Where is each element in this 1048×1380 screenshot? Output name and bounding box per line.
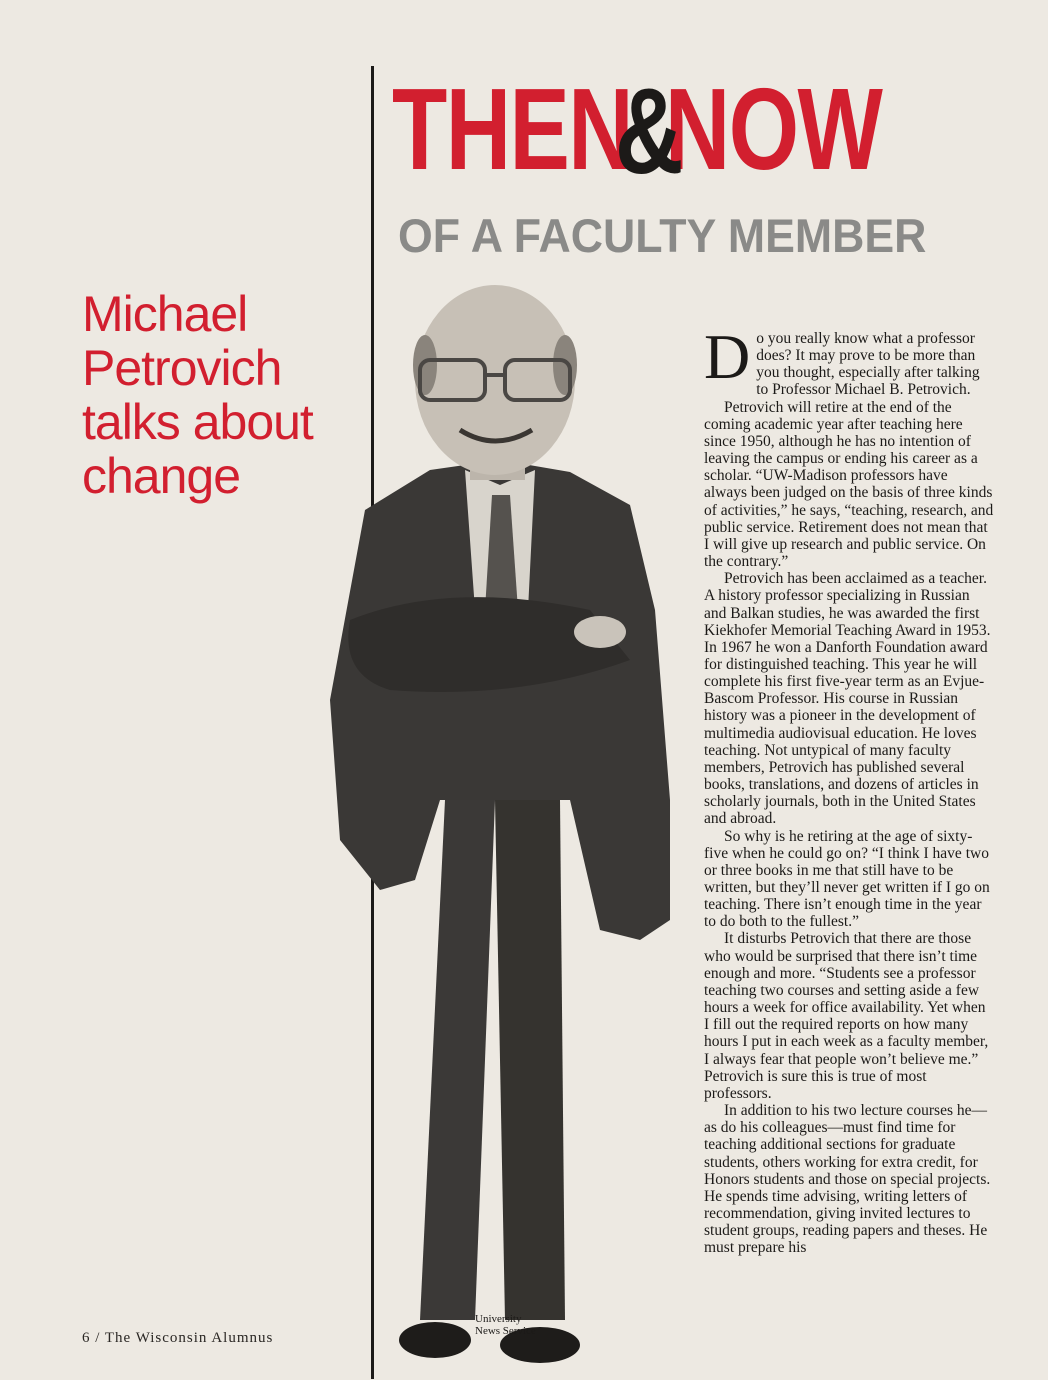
article-paragraph: It disturbs Petrovich that there are those who would be surprised that there isn’t time enough and more. “Students see a professor teaching two courses and setting aside a few hours a week for office availability. Yet when I fill out the required reports on how many hours I put in each week as a faculty member, I always fear that people won’t believe me.” Petrovich is sure this is true of most professors.	[704, 930, 989, 1102]
headline	[392, 62, 882, 199]
photo-credit-line: University	[475, 1313, 522, 1325]
trousers-left	[420, 800, 495, 1320]
deck-line: talks about	[82, 394, 313, 450]
headline-ampersand: &	[614, 63, 683, 199]
headline-then: THEN	[392, 64, 633, 194]
deck-line: change	[82, 448, 241, 504]
paragraph-text: o you really know what a professor does? It may prove to be more than you thought, especially after talking to Professor Michael B. Petrovich.	[756, 330, 980, 399]
head	[415, 285, 575, 475]
portrait-photo	[270, 280, 710, 1380]
photo-credit-line: News Service	[475, 1325, 536, 1337]
photo-credit	[475, 1313, 555, 1337]
left-hand	[574, 616, 626, 648]
trousers-right	[495, 800, 565, 1320]
deck-line: Michael	[82, 286, 248, 342]
subheadline: OF A FACULTY MEMBER	[398, 209, 927, 262]
deck-line: Petrovich	[82, 340, 282, 396]
hair-left	[413, 335, 437, 395]
article-paragraph: In addition to his two lecture courses he—as do his colleagues—must find time for teaching additional sections for graduate students, others working for extra credit, for Honors students and those on special projects. He spends time advising, writing letters of recommendation, giving invited lectures to student groups, reading papers and theses. He must prepare his	[704, 1102, 991, 1257]
left-shoe	[399, 1322, 471, 1358]
drop-cap: D	[704, 321, 751, 392]
page-folio: 6 / The Wisconsin Alumnus	[82, 1330, 274, 1346]
hair-right	[553, 335, 577, 395]
article-paragraph: So why is he retiring at the age of sixty-five when he could go on? “I think I have two or three books in me that still have to be written, but they’ll never get written if I go on teaching. There isn’t enough time in the year to do both to the fullest.”	[704, 827, 990, 931]
article-paragraph	[704, 321, 994, 399]
article-paragraph: Petrovich has been acclaimed as a teacher. A history professor specializing in Russian and Balkan studies, he was awarded the first Kiekhofer Memorial Teaching Award in 1953. In 1967 he won a Danforth Foundation award for distinguished teaching. This year he will complete his first five-year term as an Evjue-Bascom Professor. His course in Russian history was a pioneer in the development of multimedia audiovisual education. He loves teaching. Not untypical of many faculty members, Petrovich has published several books, translations, and dozens of articles in scholarly journals, both in the United States and abroad.	[704, 570, 991, 828]
article-paragraph: Petrovich will retire at the end of the coming academic year after teaching here since 1950, although he has no intention of leaving the campus or ending his career as a scholar. “UW-Madison professors have always been judged on the basis of three kinds of activities,” he says, “teaching, research, and public service. Retirement does not mean that I will give up research and public service. On the contrary.”	[704, 398, 994, 571]
article-body	[704, 321, 994, 1257]
headline-now: NOW	[664, 64, 882, 194]
